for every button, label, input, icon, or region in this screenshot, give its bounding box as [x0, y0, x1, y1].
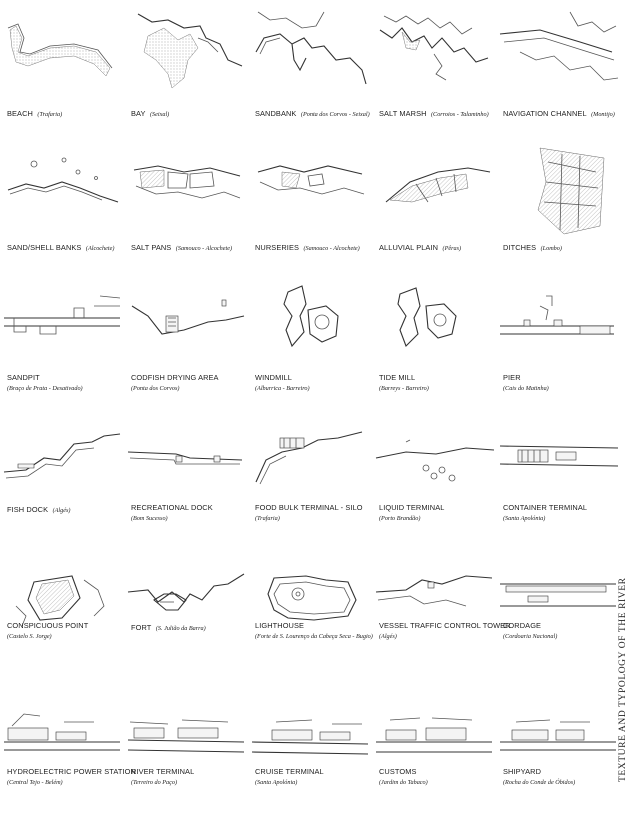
panel-lighthouse: [252, 570, 373, 688]
panel-salt-marsh: [376, 8, 494, 126]
sandbank-drawing: [252, 8, 370, 108]
panel-location: (Ponta dos Corvos): [131, 385, 180, 392]
ditches-drawing: [500, 142, 618, 242]
panel-name: FOOD BULK TERMINAL - SILO: [255, 503, 363, 512]
panel-location: (Santa Apolónia): [503, 515, 546, 522]
panel-location: (Seixal): [150, 111, 170, 118]
panel-cruise-terminal: [252, 700, 370, 818]
panel-name: NURSERIES: [255, 243, 300, 252]
beach-drawing: [4, 8, 122, 108]
panel-location: (Ponta dos Corvos - Seixal): [300, 111, 370, 118]
panel-name: BAY: [131, 109, 146, 118]
alluvial-plain-drawing: [376, 142, 494, 242]
salt-marsh-drawing: [376, 8, 494, 108]
panel-location: (Porto Brandão): [379, 515, 421, 522]
panel-location: (Algés): [379, 633, 397, 640]
panel-cordage: [500, 570, 618, 688]
panel-location: (Alburrica - Barreiro): [255, 385, 310, 392]
panel-location: (Alcochete): [85, 245, 115, 252]
panel-name: ALLUVIAL PLAIN: [379, 243, 439, 252]
panel-location: (Algés): [52, 507, 71, 514]
panel-location: (Trafaria): [255, 515, 280, 522]
panel-name: VESSEL TRAFFIC CONTROL TOWER: [379, 621, 511, 630]
panel-conspicuous-point: [4, 570, 122, 688]
panel-name: SALT MARSH: [379, 109, 427, 118]
panel-fish-dock: [4, 428, 122, 546]
panel-ditches: [500, 142, 618, 260]
panel-name: SALT PANS: [131, 243, 172, 252]
panel-name: CUSTOMS: [379, 767, 417, 776]
panel-location: (Rocha do Conde de Óbidos): [503, 779, 576, 786]
panel-codfish-drying-area: [128, 276, 246, 394]
panel-location: (Barreys - Barreiro): [379, 385, 429, 392]
panel-name: CRUISE TERMINAL: [255, 767, 324, 776]
panel-location: (Corroios - Talaminho): [431, 111, 489, 118]
vertical-sidebar-title: [616, 562, 630, 782]
panel-river-terminal: [128, 700, 246, 818]
panel-location: (Samouco - Alcochete): [303, 245, 360, 252]
panel-location: (Terreiro do Paço): [131, 779, 178, 786]
panel-name: FISH DOCK: [7, 505, 49, 514]
panel-name: CODFISH DRYING AREA: [131, 373, 219, 382]
salt-pans-drawing: [128, 142, 246, 242]
panel-name: CONTAINER TERMINAL: [503, 503, 588, 512]
panel-tide-mill: [376, 276, 494, 394]
panel-location: (Santa Apolónia): [255, 779, 298, 786]
panel-pier: [500, 276, 618, 394]
panel-name: PIER: [503, 373, 521, 382]
panel-name: SANDPIT: [7, 373, 40, 382]
panel-customs: [376, 700, 494, 818]
sandpit-drawing: [4, 276, 122, 376]
panel-name: SANDBANK: [255, 109, 297, 118]
panel-container-terminal: [500, 428, 618, 546]
panel-location: (Pêras): [442, 245, 462, 252]
bay-drawing: [128, 8, 246, 108]
panel-hydroelectric-power-station: [4, 700, 136, 818]
panel-location: (Lombo): [540, 245, 562, 252]
sidebar-title-text: TEXTURE AND TYPOLOGY OF THE RIVER: [618, 577, 628, 782]
navigation-channel-drawing: [500, 8, 618, 108]
panel-name: HYDROELECTRIC POWER STATION: [7, 767, 136, 776]
panel-name: LIGHTHOUSE: [255, 621, 305, 630]
panel-recreational-dock: [128, 428, 246, 546]
panel-windmill: [252, 276, 370, 394]
panel-location: (Cordoaria Nacional): [503, 633, 558, 640]
panel-name: BEACH: [7, 109, 33, 118]
panel-name: RIVER TERMINAL: [131, 767, 195, 776]
panel-sandbank: [252, 8, 370, 126]
panel-name: WINDMILL: [255, 373, 292, 382]
panel-name: LIQUID TERMINAL: [379, 503, 445, 512]
panel-name: CONSPICUOUS POINT: [7, 621, 89, 630]
panel-liquid-terminal: [376, 428, 494, 546]
panel-nurseries: [252, 142, 370, 260]
panel-location: (Castelo S. Jorge): [7, 633, 52, 640]
panel-name: SAND/SHELL BANKS: [7, 243, 82, 252]
windmill-drawing: [252, 276, 370, 376]
panel-location: (Cais do Matinha): [503, 385, 549, 392]
panel-alluvial-plain: [376, 142, 494, 260]
panel-food-bulk-terminal-silo: [252, 428, 370, 546]
panel-bay: [128, 8, 246, 126]
panel-shipyard: [500, 700, 618, 818]
panel-fort: [128, 570, 246, 688]
panel-name: NAVIGATION CHANNEL: [503, 109, 587, 118]
nurseries-drawing: [252, 142, 370, 242]
panel-location: (Trafaria): [37, 111, 63, 118]
panel-salt-pans: [128, 142, 246, 260]
panel-name: TIDE MILL: [379, 373, 416, 382]
panel-sand-shell-banks: [4, 142, 122, 260]
panel-location: (Bom Sucesso): [131, 515, 168, 522]
panel-beach: [4, 8, 122, 126]
panel-name: CORDAGE: [503, 621, 542, 630]
tide-mill-drawing: [376, 276, 494, 376]
panel-location: (Central Tejo - Belém): [7, 779, 63, 786]
panel-name: FORT: [131, 623, 152, 632]
pier-drawing: [500, 276, 618, 376]
sand-shell-banks-drawing: [4, 142, 122, 242]
panel-location: (Montijo): [591, 111, 615, 118]
panel-sandpit: [4, 276, 122, 394]
panel-vessel-traffic-control-tower: [376, 570, 511, 688]
panel-location: (Forte de S. Lourenço da Cabeça Seca - Bugio): [255, 633, 373, 640]
codfish-drying-drawing: [128, 276, 246, 376]
panel-name: DITCHES: [503, 243, 537, 252]
panel-location: (S. Julião da Barra): [155, 625, 206, 632]
panel-location: (Jardim do Tabaco): [379, 779, 428, 786]
panel-location: (Braço de Prata - Desativado): [7, 385, 83, 392]
panel-name: RECREATIONAL DOCK: [131, 503, 213, 512]
panel-name: SHIPYARD: [503, 767, 542, 776]
panel-location: (Samouco - Alcochete): [175, 245, 233, 252]
panel-navigation-channel: [500, 8, 618, 126]
